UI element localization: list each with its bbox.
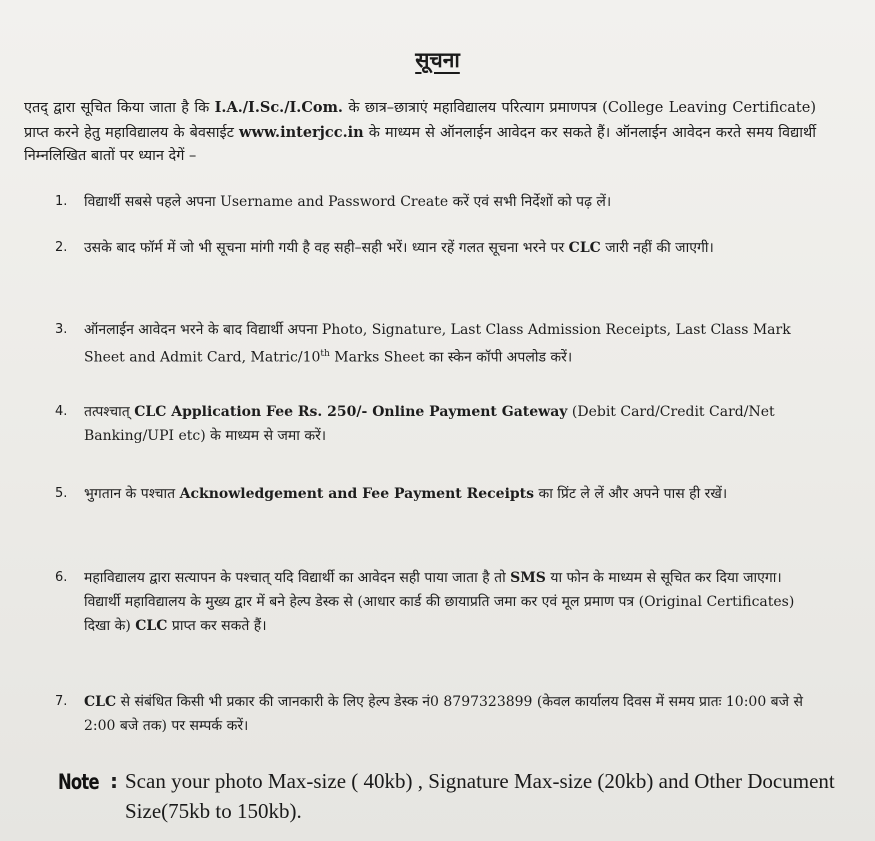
item-number: 4. (55, 404, 68, 419)
item-bold-text: CLC (568, 240, 601, 256)
item-number: 1. (55, 194, 68, 209)
list-item (55, 318, 806, 370)
note-colon: : (110, 769, 118, 793)
item-text: (Debit Card/Credit Card/Net Banking/UPI etc) के माध्यम से जमा करें। (84, 404, 775, 444)
item-superscript: th (320, 349, 330, 359)
notice-title: सूचना (415, 47, 460, 72)
list-item (55, 236, 806, 260)
item-text: महाविद्यालय द्वारा सत्यापन के पश्चात् यदि विद्यार्थी का आवेदन सही पाया जाता है तो (84, 570, 511, 586)
website-link-text: www.interjcc.in (239, 123, 364, 141)
item-text: प्राप्त कर सकते हैं। (167, 618, 267, 634)
item-bold-text: SMS (510, 570, 546, 586)
item-number: 5. (55, 486, 68, 501)
item-number: 2. (55, 240, 68, 255)
item-text: या फोन के माध्यम से सूचित कर दिया जाएगा। विद्यार्थी महाविद्यालय के मुख्य द्वार में बने हेल्प डेस्क से (आधार कार्ड की छायाप्रति जमा कर एवं मूल प्रमाण पत्र (Original Certificates) दिखा के) (84, 570, 795, 634)
list-item (55, 190, 806, 214)
item-text: भुगतान के पश्चात (84, 486, 180, 502)
intro-text-3: के माध्यम से ऑनलाईन आवेदन कर सकते हैं। ऑनलाईन आवेदन करते समय विद्यार्थी निम्नलिखित बातों पर ध्यान देगें – (24, 124, 816, 164)
item-bold-text: CLC (135, 618, 168, 634)
list-item (55, 690, 806, 738)
item-text: जारी नहीं की जाएगी। (600, 240, 714, 256)
item-text: Marks Sheet का स्केन कॉपी अपलोड करें। (329, 349, 573, 366)
item-number: 6. (55, 570, 68, 585)
list-item (55, 482, 806, 506)
intro-paragraph (24, 96, 816, 169)
list-item (55, 566, 806, 638)
intro-text-2: के छात्र–छात्राएं महाविद्यालय परित्याग प्रमाणपत्र (College Leaving Certificate) प्राप्त करने हेतु महाविद्यालय के बेवसाईट (24, 100, 816, 141)
item-number: 3. (55, 322, 68, 337)
item-number: 7. (55, 694, 68, 709)
item-text: का प्रिंट ले लें और अपने पास ही रखें। (534, 486, 728, 502)
notice-title-block (0, 46, 875, 74)
intro-text-1: एतद् द्वारा सूचित किया जाता है कि (24, 100, 215, 116)
note-text: Scan your photo Max-size ( 40kb) , Signature Max-size (20kb) and Other Document Size(75kb to 150kb). (125, 769, 835, 823)
item-bold-text: CLC (84, 694, 117, 710)
item-bold-text: CLC Application Fee Rs. 250/- Online Payment Gateway (134, 404, 568, 420)
item-text: तत्पश्चात् (84, 404, 135, 420)
item-text: से संबंधित किसी भी प्रकार की जानकारी के लिए हेल्प डेस्क नं0 8797323899 (केवल कार्यालय दिवस में समय प्रातः 10:00 बजे से 2:00 बजे तक) पर सम्पर्क करें। (84, 694, 803, 734)
note-label: Note (58, 770, 99, 794)
item-text: ऑनलाईन आवेदन भरने के बाद विद्यार्थी अपना Photo, Signature, Last Class Admission Receipts, Last Class Mark Sheet and Admit Card, Matric/10 (84, 322, 791, 366)
item-text: विद्यार्थी सबसे पहले अपना Username and Password Create करें एवं सभी निर्देशों को पढ़ लें। (84, 194, 612, 210)
item-text: उसके बाद फॉर्म में जो भी सूचना मांगी गयी है वह सही–सही भरें। ध्यान रहें गलत सूचना भरने पर (84, 240, 569, 256)
list-item (55, 400, 806, 448)
item-bold-text: Acknowledgement and Fee Payment Receipts (179, 486, 535, 502)
intro-courses: I.A./I.Sc./I.Com. (214, 99, 343, 116)
